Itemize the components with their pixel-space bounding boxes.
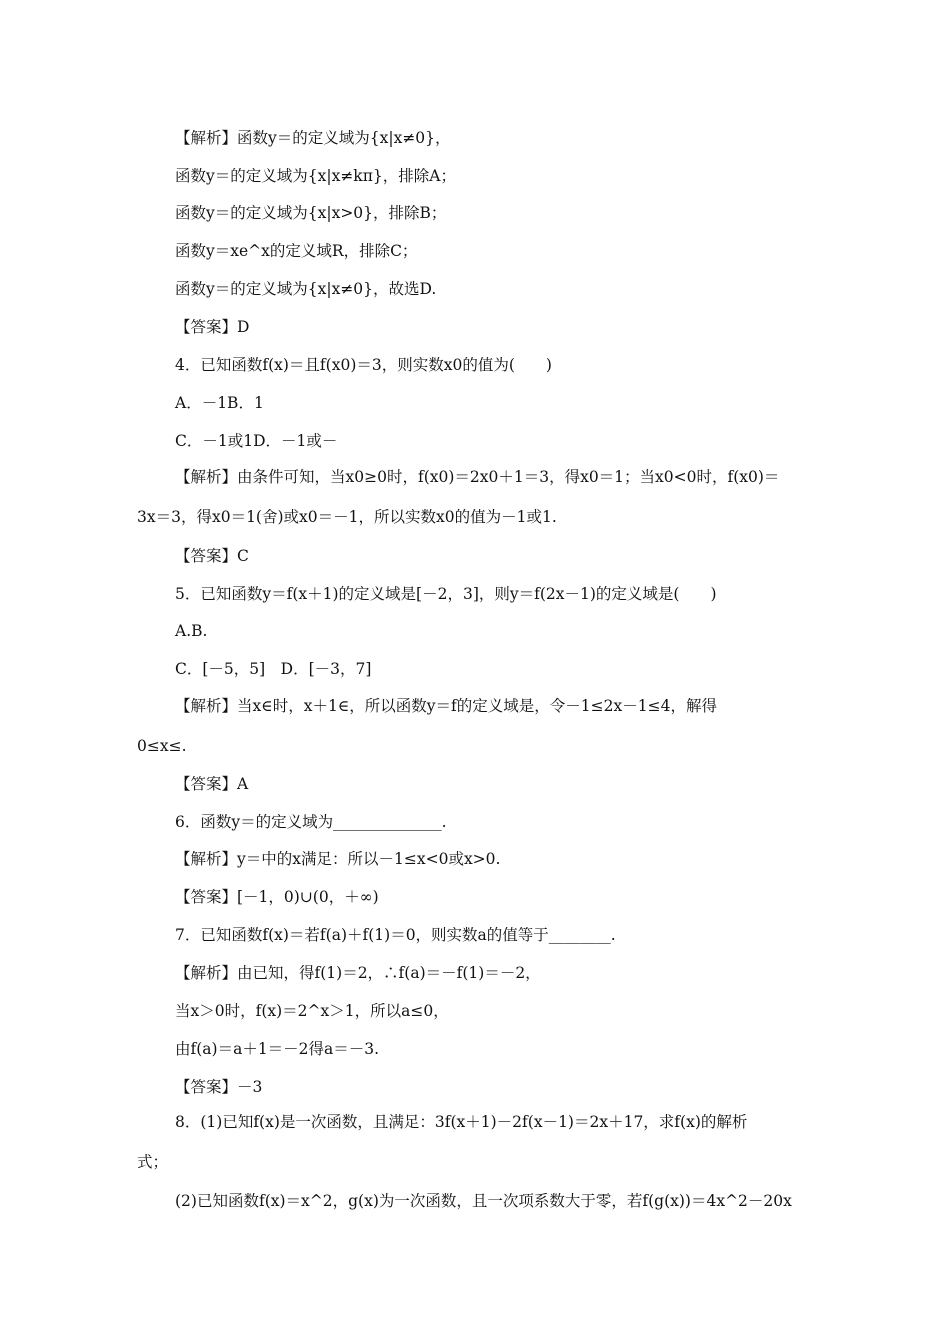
question-6: 6．函数y＝的定义域为______________.: [175, 813, 447, 831]
answer-line: 【答案】D: [175, 318, 250, 336]
question-8: 8．(1)已知f(x)是一次函数，且满足：3f(x＋1)－2f(x－1)＝2x＋17，求f(x)的解析: [175, 1113, 748, 1131]
solution-line: 函数y＝的定义域为{x|x>0}，排除B；: [175, 204, 447, 222]
option-line: A.B.: [175, 622, 208, 640]
solution-line: 【解析】由已知，得f(1)＝2，∴f(a)＝－f(1)＝－2，: [175, 964, 541, 982]
question-4: 4．已知函数f(x)＝且f(x0)＝3，则实数x0的值为( ): [175, 356, 552, 374]
solution-line: 【解析】当x∈时，x＋1∈，所以函数y＝f的定义域是，令－1≤2x－1≤4，解得: [175, 697, 717, 715]
question-line: (2)已知函数f(x)＝x^2，g(x)为一次函数，且一次项系数大于零，若f(g(x))＝4x^2－20x: [175, 1192, 792, 1210]
option-line: C．[－5，5] D．[－3，7]: [175, 660, 372, 678]
solution-line: 当x＞0时，f(x)＝2^x＞1，所以a≤0，: [175, 1002, 449, 1020]
answer-line: 【答案】A: [175, 775, 249, 793]
solution-line: 【解析】函数y＝的定义域为{x|x≠0}，: [175, 129, 451, 147]
question-5: 5．已知函数y＝f(x＋1)的定义域是[－2，3]，则y＝f(2x－1)的定义域是( ): [175, 585, 717, 603]
answer-line: 【答案】C: [175, 547, 249, 565]
solution-line: 【解析】由条件可知，当x0≥0时，f(x0)＝2x0＋1＝3，得x0＝1；当x0<0时，f(x0)＝: [175, 468, 780, 486]
solution-line: 函数y＝的定义域为{x|x≠kπ}，排除A；: [175, 167, 456, 185]
solution-line: 【解析】y＝中的x满足：所以－1≤x<0或x>0.: [175, 850, 501, 868]
question-7: 7．已知函数f(x)＝若f(a)＋f(1)＝0，则实数a的值等于________.: [175, 926, 616, 944]
solution-line: 0≤x≤.: [137, 737, 187, 755]
solution-line: 3x＝3，得x0＝1(舍)或x0＝－1，所以实数x0的值为－1或1.: [137, 508, 557, 526]
question-line: 式；: [137, 1153, 169, 1171]
answer-line: 【答案】[－1，0)∪(0，＋∞): [175, 888, 379, 906]
solution-line: 函数y＝的定义域为{x|x≠0}，故选D.: [175, 280, 437, 298]
solution-line: 由f(a)＝a＋1＝－2得a＝－3.: [175, 1040, 380, 1058]
answer-line: 【答案】－3: [175, 1078, 263, 1096]
solution-line: 函数y＝xe^x的定义域R，排除C；: [175, 242, 418, 260]
option-line: A．－1B．1: [175, 394, 264, 412]
option-line: C．－1或1D．－1或－: [175, 432, 338, 450]
